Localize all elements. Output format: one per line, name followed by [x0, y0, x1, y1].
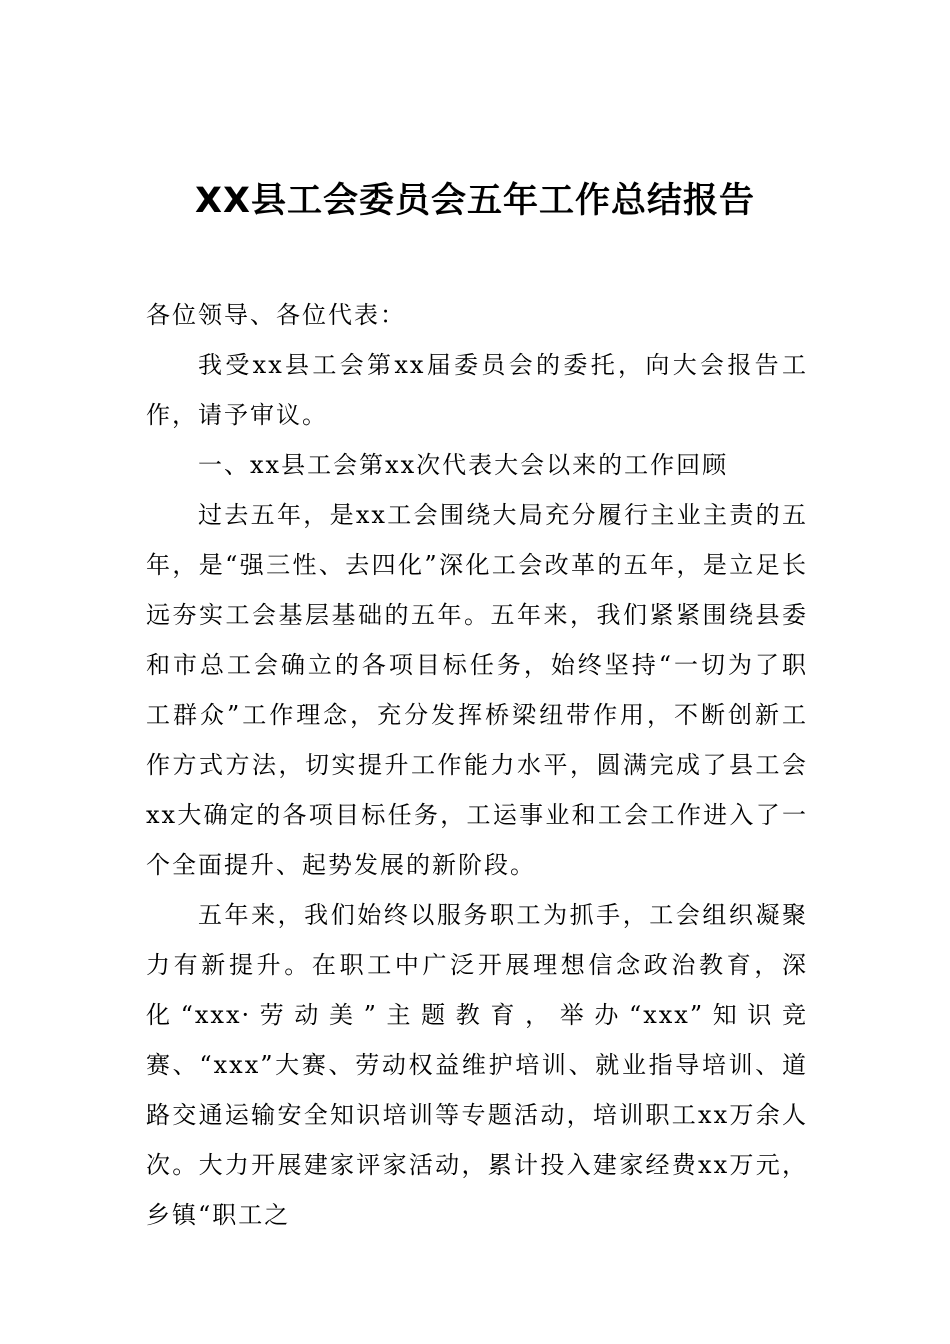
salutation: 各位领导、各位代表： — [146, 301, 406, 329]
document-body — [146, 290, 808, 1240]
paragraph-service: 五年来，我们始终以服务职工为抓手，工会组织凝聚力有新提升。在职工中广泛开展理想信念政治教育，深化“xxx·劳动美”主题教育，举办“xxx”知识竞赛、“xxx”大赛、劳动权益维护培训、就业指导培训、道路交通运输安全知识培训等专题活动，培训职工xx万余人次。大力开展建家评家活动，累计投入建家经费xx万元，乡镇“职工之 — [146, 901, 808, 1229]
document-title: XX县工会委员会五年工作总结报告 — [195, 181, 755, 222]
paragraph-intro: 我受xx县工会第xx届委员会的委托，向大会报告工作，请予审议。 — [146, 351, 808, 429]
section-heading: 一、xx县工会第xx次代表大会以来的工作回顾 — [198, 451, 729, 479]
paragraph-review: 过去五年，是xx工会围绕大局充分履行主业主责的五年，是“强三性、去四化”深化工会改革的五年，是立足长远夯实工会基层基础的五年。五年来，我们紧紧围绕县委和市总工会确立的各项目标任务，始终坚持“一切为了职工群众”工作理念，充分发挥桥梁纽带作用，不断创新工作方式方法，切实提升工作能力水平，圆满完成了县工会xx大确定的各项目标任务，工运事业和工会工作进入了一个全面提升、起势发展的新阶段。 — [146, 501, 808, 879]
